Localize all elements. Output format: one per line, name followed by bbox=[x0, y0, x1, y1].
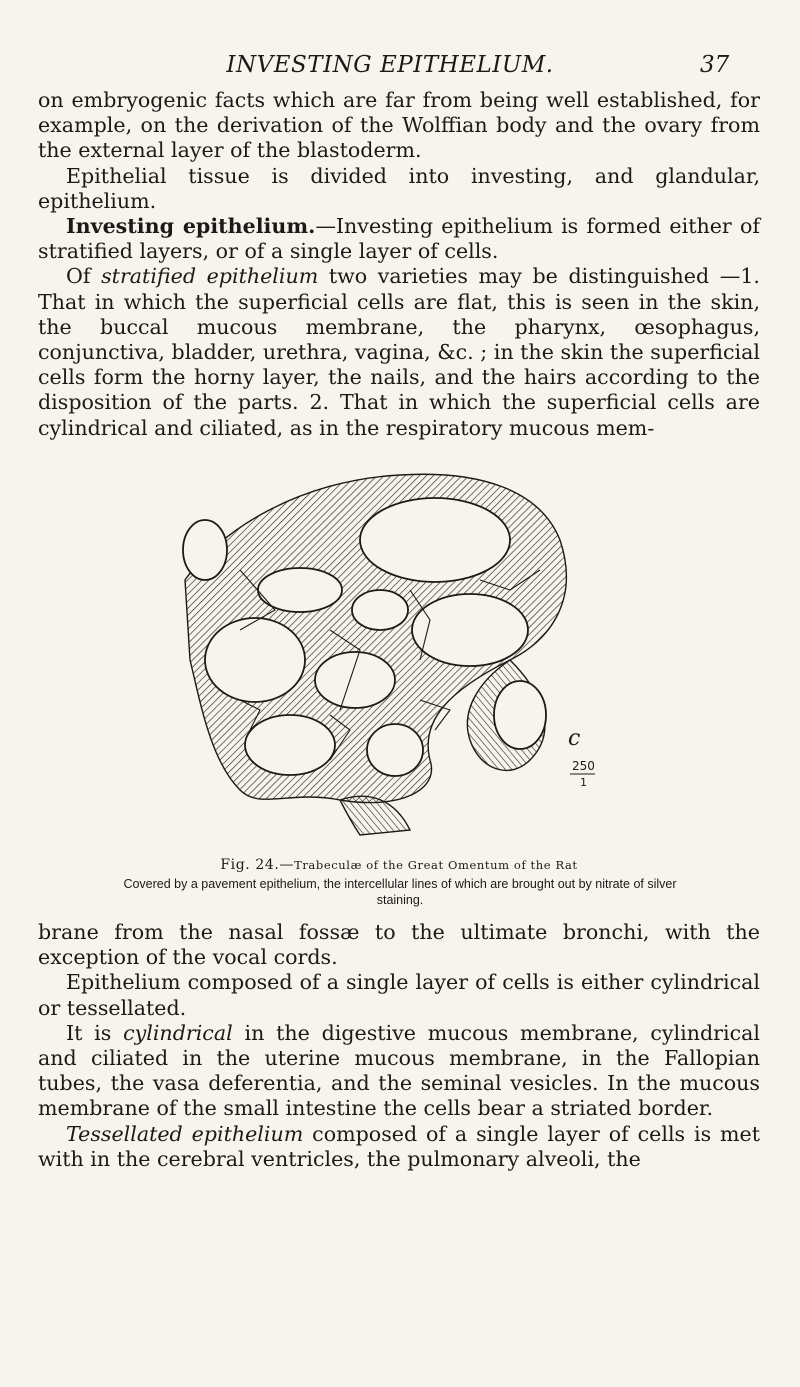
figure-caption-title: Fig. 24.—Trabeculæ of the Great Omentum of the Rat bbox=[220, 857, 578, 873]
paragraph: Epithelial tissue is divided into investing, and glandular, epithelium. bbox=[38, 163, 760, 213]
figure-caption-body: Covered by a pavement epithelium, the intercellular lines of which are brought out by nitrate of silver staining. bbox=[123, 877, 677, 907]
page-number: 37 bbox=[700, 52, 730, 78]
magnification-top: 250 bbox=[572, 759, 595, 773]
top-text-block bbox=[38, 88, 760, 441]
running-head: INVESTING EPITHELIUM. bbox=[226, 52, 554, 78]
paragraph: Of stratified epithelium two varieties may be distinguished —1. That in which the superficial cells are flat, this is seen in the skin, the buccal mucous membrane, the pharynx, œsophagus, conjunctiva, bladder, urethra, vagina, &c. ; in the skin the superficial cells form the horny layer, the nails, and the hairs according to the disposition of the parts. 2. That in which the superficial cells are cylindrical and ciliated, as in the respiratory mucous mem- bbox=[38, 264, 760, 440]
paragraph: on embryogenic facts which are far from being well established, for example, on the derivation of the Wolffian body and the ovary from the external layer of the blastoderm. bbox=[38, 88, 760, 163]
paragraph: Epithelium composed of a single layer of cells is either cylindrical or tessellated. bbox=[38, 970, 760, 1020]
paragraph: Investing epithelium.—Investing epithelium is formed either of stratified layers, or of a single layer of cells. bbox=[38, 214, 760, 264]
figure-label-c: c bbox=[568, 726, 581, 751]
paragraph: Tessellated epithelium composed of a single layer of cells is met with in the cerebral ventricles, the pulmonary alveoli, the bbox=[38, 1121, 761, 1171]
paragraph: It is cylindrical in the digestive mucous membrane, cylindrical and ciliated in the uterine mucous membrane, in the Fallopian tubes, the vasa deferentia, and the seminal vesicles. In the mucous membrane of the small intestine the cells bear a striated border. bbox=[38, 1020, 760, 1121]
paragraph: brane from the nasal fossæ to the ultimate bronchi, with the exception of the vocal cords. bbox=[38, 920, 760, 970]
figure-trabeculae-illustration bbox=[180, 460, 620, 845]
section-heading: Investing epithelium. bbox=[66, 214, 316, 239]
magnification-bottom: 1 bbox=[580, 776, 587, 789]
bottom-text-block bbox=[38, 920, 760, 1172]
